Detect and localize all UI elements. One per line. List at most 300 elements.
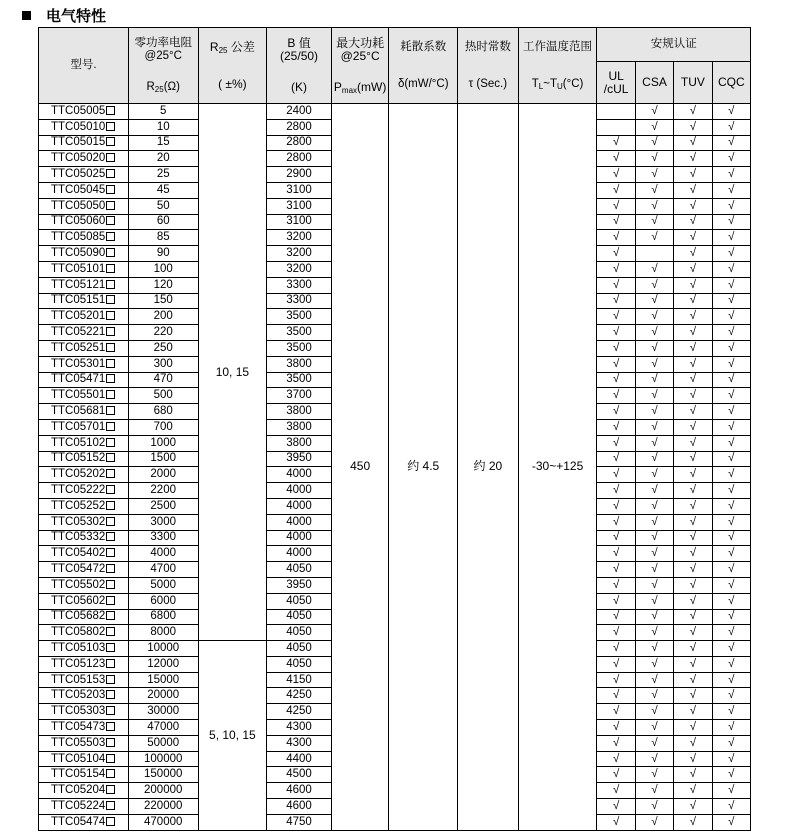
cell-model: TTC05501 [39,388,129,404]
cell-cert-tuv: √ [674,593,712,609]
cell-cert-cqc: √ [712,246,750,262]
suffix-box-icon [106,280,115,289]
cell-cert-cqc: √ [712,767,750,783]
cell-cert-ul: √ [597,404,635,420]
cell-cert-ul: √ [597,309,635,325]
cell-cert-csa: √ [635,767,673,783]
cell-cert-cqc: √ [712,656,750,672]
suffix-box-icon [106,248,115,257]
cell-model: TTC05153 [39,672,129,688]
cell-cert-ul: √ [597,783,635,799]
cell-cert-csa: √ [635,735,673,751]
cell-cert-tuv: √ [674,309,712,325]
cell-cert-cqc: √ [712,293,750,309]
cell-cert-csa: √ [635,435,673,451]
cell-cert-ul: √ [597,419,635,435]
cell-cert-ul: √ [597,435,635,451]
cell-cert-csa: √ [635,799,673,815]
cell-time-constant: 约 20 [458,104,519,831]
cell-cert-tuv: √ [674,814,712,830]
header-temp-unit: $T_L\sim T_U(^\circ C)$ [531,77,584,91]
cell-cert-cqc: √ [712,609,750,625]
cell-cert-cqc: √ [712,577,750,593]
cell-resistance: 250 [128,340,198,356]
cell-temp-range: -30~+125 [518,104,597,831]
cell-model: TTC05502 [39,577,129,593]
cell-cert-ul: √ [597,641,635,657]
cell-resistance: 100000 [128,751,198,767]
cell-cert-csa: √ [635,325,673,341]
suffix-box-icon [106,738,115,747]
cell-b-value: 3100 [267,214,332,230]
cell-model: TTC05103 [39,641,129,657]
suffix-box-icon [106,137,115,146]
suffix-box-icon [106,722,115,731]
cell-resistance: 30000 [128,704,198,720]
cell-cert-tuv: √ [674,688,712,704]
cell-model: TTC05025 [39,167,129,183]
cell-cert-csa: √ [635,546,673,562]
cell-cert-ul: √ [597,451,635,467]
suffix-box-icon [106,643,115,652]
cell-cert-tuv: √ [674,246,712,262]
cell-cert-tuv: √ [674,293,712,309]
cell-cert-tuv: √ [674,167,712,183]
cell-cert-cqc: √ [712,151,750,167]
cell-b-value: 3500 [267,340,332,356]
cell-cert-tuv: √ [674,135,712,151]
cell-cert-tuv: √ [674,451,712,467]
cell-cert-tuv: √ [674,751,712,767]
cell-resistance: 500 [128,388,198,404]
cell-cert-cqc: √ [712,735,750,751]
cell-model: TTC05332 [39,530,129,546]
cell-cert-cqc: √ [712,498,750,514]
cell-cert-cqc: √ [712,435,750,451]
cell-cert-csa: √ [635,641,673,657]
cell-resistance: 10 [128,119,198,135]
cell-b-value: 4000 [267,514,332,530]
cell-cert-ul: √ [597,246,635,262]
cell-b-value: 2800 [267,151,332,167]
cell-cert-cqc: √ [712,514,750,530]
cell-b-value: 4000 [267,498,332,514]
cell-cert-tuv: √ [674,214,712,230]
suffix-box-icon [106,185,115,194]
cell-resistance: 4000 [128,546,198,562]
cell-cert-tuv: √ [674,546,712,562]
cell-model: TTC05015 [39,135,129,151]
cell-b-value: 4250 [267,688,332,704]
cell-b-value: 3500 [267,325,332,341]
suffix-box-icon [106,548,115,557]
cell-cert-cqc: √ [712,814,750,830]
cell-cert-csa: √ [635,135,673,151]
cell-resistance: 20 [128,151,198,167]
table-row [39,104,751,120]
cell-cert-tuv: √ [674,783,712,799]
suffix-box-icon [106,801,115,810]
cell-cert-csa: √ [635,293,673,309]
cell-cert-tuv: √ [674,230,712,246]
cell-cert-ul: √ [597,546,635,562]
cell-model: TTC05402 [39,546,129,562]
cell-b-value: 3800 [267,419,332,435]
cell-resistance: 200000 [128,783,198,799]
cell-cert-ul: √ [597,814,635,830]
cell-cert-cqc: √ [712,214,750,230]
cell-cert-csa-empty [635,246,673,262]
cell-cert-ul: √ [597,230,635,246]
cell-resistance: 50000 [128,735,198,751]
cell-cert-cqc: √ [712,672,750,688]
cell-cert-cqc: √ [712,325,750,341]
cell-cert-csa: √ [635,277,673,293]
cell-model: TTC05802 [39,625,129,641]
cell-model: TTC05472 [39,562,129,578]
cell-cert-csa: √ [635,593,673,609]
cell-resistance: 300 [128,356,198,372]
cell-cert-cqc: √ [712,704,750,720]
cell-model: TTC05221 [39,325,129,341]
cell-cert-tuv: √ [674,198,712,214]
cell-cert-tuv: √ [674,372,712,388]
header-dissipation-top: 耗散系数 [400,40,447,53]
header-r25 [128,28,198,104]
cell-resistance: 12000 [128,656,198,672]
cell-b-value: 3700 [267,388,332,404]
cell-cert-csa: √ [635,119,673,135]
cell-cert-ul: √ [597,198,635,214]
cell-cert-cqc: √ [712,340,750,356]
cell-cert-ul-empty [597,104,635,120]
header-cert-ul: UL /cUL [597,62,635,104]
cell-resistance: 5 [128,104,198,120]
cell-model: TTC05602 [39,593,129,609]
cell-model: TTC05682 [39,609,129,625]
cell-cert-csa: √ [635,230,673,246]
cell-model: TTC05201 [39,309,129,325]
cell-cert-ul: √ [597,720,635,736]
header-certification-label: 安规认证 [650,38,697,50]
cell-resistance: 2000 [128,467,198,483]
cell-b-value: 4750 [267,814,332,830]
cell-cert-tuv: √ [674,641,712,657]
cell-cert-tuv: √ [674,119,712,135]
cell-cert-tuv: √ [674,388,712,404]
cell-cert-cqc: √ [712,182,750,198]
suffix-box-icon [106,169,115,178]
cell-model: TTC05701 [39,419,129,435]
cell-cert-csa: √ [635,514,673,530]
cell-model: TTC05104 [39,751,129,767]
cell-resistance: 470 [128,372,198,388]
cell-b-value: 2400 [267,104,332,120]
cell-resistance: 4700 [128,562,198,578]
cell-model: TTC05224 [39,799,129,815]
cell-cert-csa: √ [635,340,673,356]
cell-model: TTC05050 [39,198,129,214]
header-pmax [331,28,389,104]
cell-resistance: 15 [128,135,198,151]
suffix-box-icon [106,153,115,162]
suffix-box-icon [106,438,115,447]
cell-model: TTC05045 [39,182,129,198]
cell-cert-tuv: √ [674,672,712,688]
cell-cert-ul: √ [597,799,635,815]
cell-model: TTC05473 [39,720,129,736]
cell-resistance: 8000 [128,625,198,641]
cell-cert-ul: √ [597,688,635,704]
cell-cert-ul: √ [597,167,635,183]
cell-b-value: 3200 [267,230,332,246]
cell-cert-cqc: √ [712,104,750,120]
cell-model: TTC05503 [39,735,129,751]
cell-cert-csa: √ [635,404,673,420]
cell-resistance: 6000 [128,593,198,609]
cell-cert-csa: √ [635,214,673,230]
cell-cert-tuv: √ [674,151,712,167]
cell-resistance: 3000 [128,514,198,530]
cell-b-value: 4050 [267,656,332,672]
suffix-box-icon [106,485,115,494]
cell-cert-tuv: √ [674,467,712,483]
cell-cert-csa: √ [635,577,673,593]
cell-cert-csa: √ [635,309,673,325]
cell-cert-csa: √ [635,609,673,625]
cell-model: TTC05101 [39,261,129,277]
cell-cert-csa: √ [635,688,673,704]
cell-cert-ul: √ [597,735,635,751]
cell-cert-tuv: √ [674,182,712,198]
header-pmax-top: 最大功耗 @25°C [336,36,385,63]
cell-cert-ul: √ [597,293,635,309]
cell-cert-cqc: √ [712,404,750,420]
cell-model: TTC05154 [39,767,129,783]
cell-b-value: 3100 [267,198,332,214]
suffix-box-icon [106,453,115,462]
cell-cert-cqc: √ [712,799,750,815]
cell-cert-csa: √ [635,388,673,404]
cell-resistance: 60 [128,214,198,230]
cell-cert-csa: √ [635,467,673,483]
cell-cert-ul: √ [597,388,635,404]
header-temp-range [518,28,597,104]
cell-cert-ul: √ [597,672,635,688]
cell-cert-ul: √ [597,609,635,625]
cell-cert-cqc: √ [712,451,750,467]
suffix-box-icon [106,769,115,778]
cell-resistance: 680 [128,404,198,420]
cell-cert-ul: √ [597,340,635,356]
suffix-box-icon [106,232,115,241]
cell-cert-csa: √ [635,720,673,736]
cell-resistance: 45 [128,182,198,198]
header-model-label: 型号. [70,59,97,71]
cell-cert-cqc: √ [712,720,750,736]
cell-resistance: 90 [128,246,198,262]
suffix-box-icon [106,817,115,826]
cell-model: TTC05251 [39,340,129,356]
cell-b-value: 4600 [267,799,332,815]
header-temp-top: 工作温度范围 [523,40,593,53]
suffix-box-icon [106,406,115,415]
cell-model: TTC05222 [39,483,129,499]
cell-resistance: 3300 [128,530,198,546]
suffix-box-icon [106,532,115,541]
cell-cert-tuv: √ [674,261,712,277]
header-tolerance [198,28,267,104]
cell-b-value: 4000 [267,467,332,483]
cell-b-value: 3200 [267,246,332,262]
suffix-box-icon [106,106,115,115]
cell-b-value: 3950 [267,577,332,593]
header-r25-top: 零功率电阻 @25°C [134,37,192,62]
header-cert-tuv: TUV [674,62,712,104]
cell-model: TTC05102 [39,435,129,451]
cell-cert-tuv: √ [674,514,712,530]
cell-cert-ul: √ [597,277,635,293]
suffix-box-icon [106,596,115,605]
cell-model: TTC05060 [39,214,129,230]
cell-model: TTC05090 [39,246,129,262]
cell-cert-ul: √ [597,151,635,167]
square-bullet-icon [22,11,31,20]
cell-cert-csa: √ [635,704,673,720]
cell-resistance: 10000 [128,641,198,657]
cell-cert-tuv: √ [674,530,712,546]
suffix-box-icon [106,501,115,510]
cell-tolerance-group1: 10, 15 [198,104,267,641]
cell-cert-cqc: √ [712,419,750,435]
section-title: 电气特性 [46,6,107,25]
suffix-box-icon [106,611,115,620]
cell-model: TTC05681 [39,404,129,420]
cell-resistance: 150 [128,293,198,309]
cell-cert-tuv: √ [674,483,712,499]
cell-cert-cqc: √ [712,309,750,325]
cell-resistance: 150000 [128,767,198,783]
header-tolerance-top: $R_{25}$ 公差 [209,39,255,55]
cell-cert-tuv: √ [674,277,712,293]
header-time-constant [458,28,519,104]
cell-cert-csa: √ [635,356,673,372]
cell-b-value: 3500 [267,309,332,325]
cell-b-value: 3800 [267,404,332,420]
cell-cert-tuv: √ [674,562,712,578]
suffix-box-icon [106,390,115,399]
cell-cert-ul: √ [597,356,635,372]
cell-cert-tuv: √ [674,704,712,720]
cell-cert-csa: √ [635,483,673,499]
cell-model: TTC05301 [39,356,129,372]
cell-pmax: 450 [331,104,389,831]
cell-b-value: 2900 [267,167,332,183]
cell-b-value: 3300 [267,293,332,309]
cell-cert-csa: √ [635,451,673,467]
cell-b-value: 4050 [267,593,332,609]
cell-cert-csa: √ [635,198,673,214]
cell-cert-ul: √ [597,577,635,593]
cell-cert-csa: √ [635,104,673,120]
cell-cert-ul: √ [597,261,635,277]
cell-cert-cqc: √ [712,688,750,704]
header-b-unit: (K) [291,80,308,94]
cell-cert-cqc: √ [712,230,750,246]
header-cert-cqc: CQC [712,62,750,104]
cell-cert-tuv: √ [674,104,712,120]
cell-cert-tuv: √ [674,340,712,356]
cell-cert-cqc: √ [712,135,750,151]
cell-resistance: 85 [128,230,198,246]
cell-model: TTC05302 [39,514,129,530]
cell-cert-ul: √ [597,325,635,341]
electrical-characteristics-table [38,27,751,831]
header-tc-top: 热时常数 [464,40,511,53]
cell-cert-cqc: √ [712,372,750,388]
cell-resistance: 1500 [128,451,198,467]
cell-cert-cqc: √ [712,593,750,609]
cell-b-value: 4050 [267,641,332,657]
cell-cert-cqc: √ [712,356,750,372]
cell-cert-csa: √ [635,672,673,688]
cell-cert-tuv: √ [674,767,712,783]
cell-cert-csa: √ [635,625,673,641]
table-body [39,104,751,831]
cell-cert-cqc: √ [712,388,750,404]
cell-cert-ul: √ [597,214,635,230]
cell-b-value: 4250 [267,704,332,720]
cell-b-value: 4050 [267,609,332,625]
suffix-box-icon [106,327,115,336]
header-tc-unit: τ (Sec.) [468,77,508,90]
cell-b-value: 3200 [267,261,332,277]
cell-cert-cqc: √ [712,641,750,657]
header-dissipation-unit: δ(mW/°C) [397,77,449,90]
suffix-box-icon [106,469,115,478]
cell-b-value: 3300 [267,277,332,293]
suffix-box-icon [106,754,115,763]
cell-cert-csa: √ [635,751,673,767]
cell-cert-ul: √ [597,135,635,151]
cell-cert-cqc: √ [712,783,750,799]
suffix-box-icon [106,264,115,273]
cell-cert-cqc: √ [712,546,750,562]
header-pmax-unit: $P_{max}(mW)$ [333,80,387,95]
cell-b-value: 4400 [267,751,332,767]
cell-model: TTC05303 [39,704,129,720]
cell-resistance: 100 [128,261,198,277]
cell-resistance: 6800 [128,609,198,625]
cell-cert-ul: √ [597,625,635,641]
cell-cert-csa: √ [635,151,673,167]
cell-cert-ul: √ [597,182,635,198]
header-b-top: B 值 (25/50) [280,36,319,63]
cell-resistance: 2200 [128,483,198,499]
cell-cert-ul: √ [597,767,635,783]
cell-cert-tuv: √ [674,609,712,625]
cell-cert-ul: √ [597,751,635,767]
cell-cert-ul: √ [597,562,635,578]
cell-cert-csa: √ [635,419,673,435]
cell-cert-tuv: √ [674,656,712,672]
cell-resistance: 470000 [128,814,198,830]
cell-cert-cqc: √ [712,467,750,483]
cell-b-value: 3950 [267,451,332,467]
cell-cert-cqc: √ [712,483,750,499]
cell-model: TTC05121 [39,277,129,293]
cell-cert-ul: √ [597,514,635,530]
